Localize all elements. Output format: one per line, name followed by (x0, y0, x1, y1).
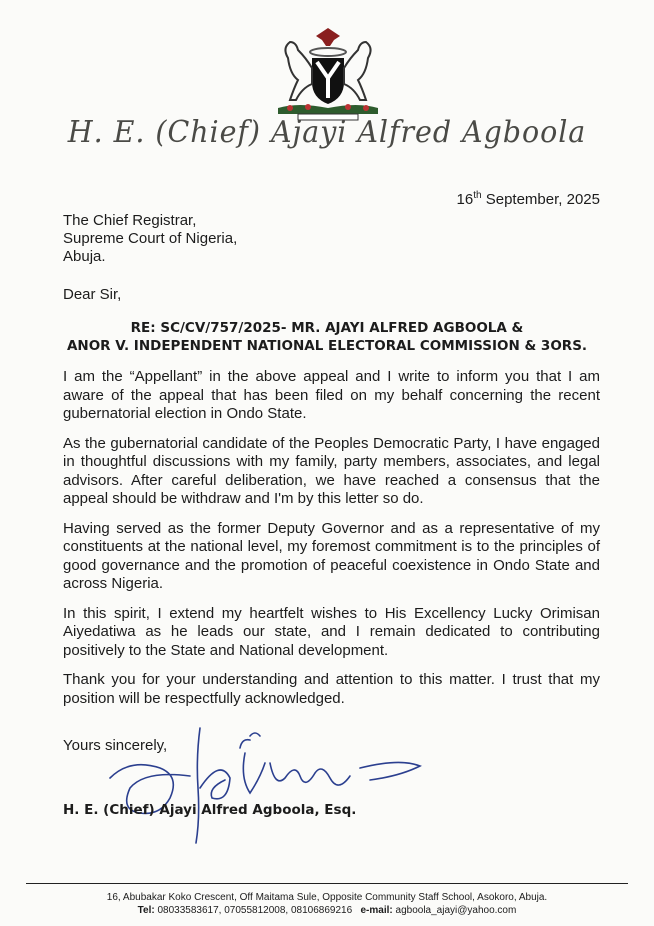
body-paragraph: Thank you for your understanding and attention to this matter. I trust that my position will be respectfully acknowledged. (63, 671, 600, 707)
recipient-line: Supreme Court of Nigeria, (63, 230, 238, 247)
letterhead-name: H. E. (Chief) Ajayi Alfred Agboola (67, 115, 587, 150)
body-paragraph: As the gubernatorial candidate of the Peoples Democratic Party, I have engaged in thoughtful discussions with my family, party members, associates, and legal advisors. After careful deliberation, we have reached a consensus that the appeal should be withdraw and I'm by this letter so do. (63, 434, 600, 507)
footer-contact (0, 904, 654, 917)
body-paragraph: I am the “Appellant” in the above appeal and I write to inform you that I am aware of the appeal that has been filed on my behalf concerning the recent gubernatorial election in Ondo State. (63, 368, 600, 422)
email-address: agboola_ajayi@yahoo.com (395, 905, 517, 916)
body-paragraph: Having served as the former Deputy Governor and as a representative of my constituents at the national level, my foremost commitment is to the principles of good governance and the promotion of peaceful coexistence in Ondo State and across Nigeria. (63, 519, 600, 592)
letter-body (63, 368, 600, 719)
recipient-line: Abuja. (63, 248, 106, 265)
email-label: e-mail: (360, 905, 393, 916)
coat-of-arms-icon (268, 28, 388, 122)
signature (100, 718, 440, 848)
recipient-address (63, 212, 237, 266)
subject-line: RE: SC/CV/757/2025- MR. AJAYI ALFRED AGBOOLA & (130, 320, 524, 336)
recipient-line: The Chief Registrar, (63, 212, 197, 229)
body-paragraph: In this spirit, I extend my heartfelt wishes to His Excellency Lucky Orimisan Aiyedatiwa as he leads our state, and I remain dedicated to contributing positively to the State and National development. (63, 604, 600, 659)
subject-line: ANOR V. INDEPENDENT NATIONAL ELECTORAL COMMISSION & 3ORS. (66, 338, 588, 354)
tel-label: Tel: (137, 905, 155, 916)
salutation: Dear Sir, (63, 286, 122, 303)
footer-address: 16, Abubakar Koko Crescent, Off Maitama Sule, Opposite Community Staff School, Asokoro, Abuja. (106, 892, 548, 903)
letter-date: 16th September, 2025 (456, 190, 600, 208)
footer (0, 891, 654, 917)
footer-divider (26, 883, 628, 884)
closing: Yours sincerely, (63, 737, 168, 754)
tel-numbers: 08033583617, 07055812008, 08106869216 (157, 905, 353, 916)
subject-heading (0, 319, 654, 355)
signatory-name: H. E. (Chief) Ajayi Alfred Agboola, Esq. (63, 802, 357, 818)
